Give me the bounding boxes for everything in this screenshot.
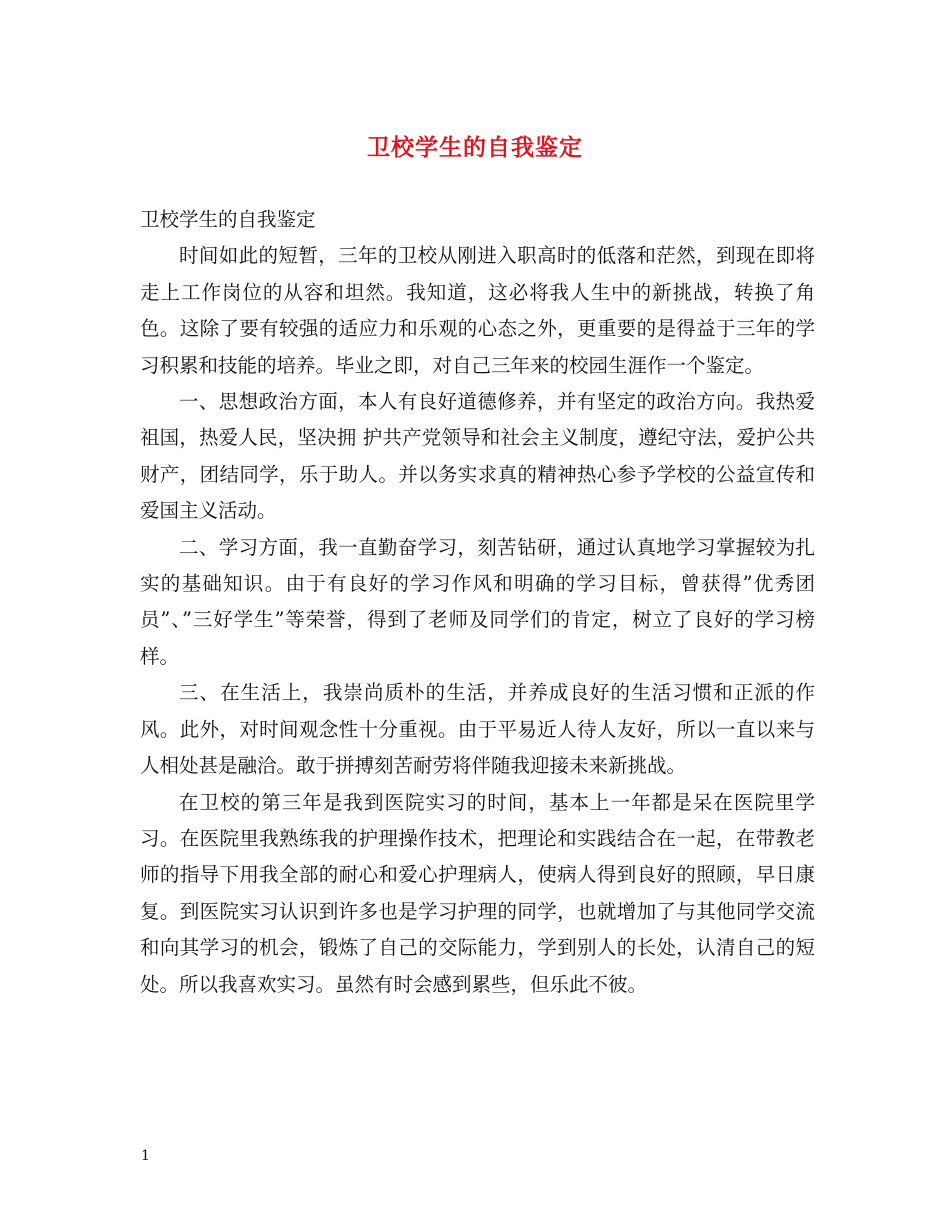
document-subtitle: 卫校学生的自我鉴定 [140,208,316,231]
page-number: 1 [141,1148,150,1164]
document-body [140,202,815,1003]
document-title: 卫校学生的自我鉴定 [367,134,583,161]
paragraph-life: 三、在生活上，我崇尚质朴的生活，并养成良好的生活习惯和正派的作风。此外，对时间观念性十分重视。由于平易近人待人友好，所以一直以来与人相处甚是融洽。敢于拼搏刻苦耐劳将伴随我迎接未来新挑战。 [140,681,815,778]
paragraph-political: 一、思想政治方面，本人有良好道德修养，并有坚定的政治方向。我热爱祖国，热爱人民，坚决拥 护共产党领导和社会主义制度，遵纪守法，爱护公共财产，团结同学，乐于助人。并以务实求真的精神热心参予学校的公益宣传和爱国主义活动。 [140,390,815,523]
paragraph-intro: 时间如此的短暂，三年的卫校从刚进入职高时的低落和茫然，到现在即将走上工作岗位的从容和坦然。我知道，这必将我人生中的新挑战，转换了角色。这除了要有较强的适应力和乐观的心态之外，更重要的是得益于三年的学习积累和技能的培养。毕业之即，对自己三年来的校园生涯作一个鉴定。 [140,244,815,377]
paragraph-internship: 在卫校的第三年是我到医院实习的时间，基本上一年都是呆在医院里学习。在医院里我熟练我的护理操作技术，把理论和实践结合在一起，在带教老师的指导下用我全部的耐心和爱心护理病人，使病人得到良好的照顾，早日康复。到医院实习认识到许多也是学习护理的同学，也就增加了与其他同学交流和向其学习的机会，锻炼了自己的交际能力，学到别人的长处，认清自己的短处。所以我喜欢实习。虽然有时会感到累些，但乐此不彼。 [140,790,815,996]
paragraph-study: 二、学习方面，我一直勤奋学习，刻苦钻研，通过认真地学习掌握较为扎实的基础知识。由于有良好的学习作风和明确的学习目标，曾获得”优秀团员”、”三好学生”等荣誉，得到了老师及同学们的肯定，树立了良好的学习榜样。 [140,535,815,668]
